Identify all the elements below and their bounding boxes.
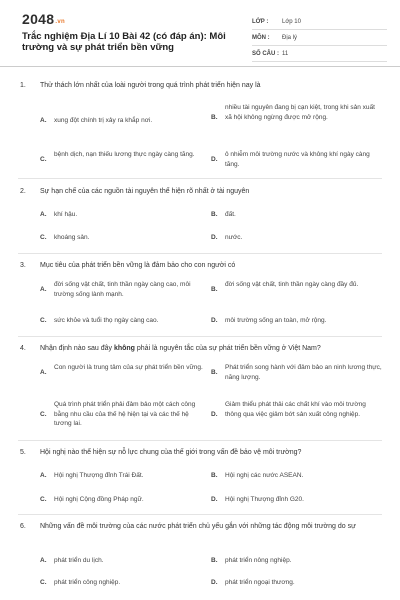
question-6-option-d[interactable]: D. phát triển ngoại thương. xyxy=(211,579,295,586)
question-5-option-a[interactable]: A. Hội nghị Thượng đỉnh Trái Đất. xyxy=(40,472,144,479)
meta-class xyxy=(252,14,387,30)
question-4-stem: 4. Nhận định nào sau đây không phải là nguyên tắc của sự phát triển bền vững ở Việt Nam? xyxy=(20,345,321,352)
meta-count xyxy=(252,46,387,62)
question-3-option-b[interactable]: B. đời sống vật chất, tinh thần ngày càng đầy đủ. xyxy=(211,281,359,293)
meta-key: SỐ CÂU : xyxy=(252,50,279,57)
logo-suffix: .vn xyxy=(55,19,65,25)
emphasis-word: không xyxy=(113,345,135,352)
question-3-stem: 3. Mục tiêu của phát triển bền vững là đảm bảo cho con người có xyxy=(20,262,236,269)
question-6-option-b[interactable]: B. phát triển nông nghiệp. xyxy=(211,557,292,564)
meta-key: LỚP : xyxy=(252,18,269,25)
header-divider xyxy=(0,66,400,67)
question-2-option-a[interactable]: A. khí hậu. xyxy=(40,211,78,218)
question-4-option-d[interactable]: D. Giảm thiểu phát thải các chất khí vào môi trường thông qua việc giảm bớt sản xuất công nghiệp. xyxy=(211,401,366,418)
question-1-option-b[interactable]: B. nhiều tài nguyên đang bị cạn kiệt, trong khi sản xuất xã hội không ngừng được mở rộng. xyxy=(211,104,375,121)
question-5-stem: 5. Hội nghị nào thể hiện sự nỗ lực chung của thế giới trong vấn đề bảo vệ môi trường? xyxy=(20,449,302,456)
meta-value: 11 xyxy=(282,50,289,57)
question-5-option-d[interactable]: D. Hội nghị Thượng đỉnh G20. xyxy=(211,496,304,503)
question-divider xyxy=(18,440,382,441)
meta-key: MÔN : xyxy=(252,34,270,41)
question-2-option-c[interactable]: C. khoáng sản. xyxy=(40,234,90,241)
meta-value: Lớp 10 xyxy=(282,18,301,25)
question-divider xyxy=(18,514,382,515)
question-3-option-c[interactable]: C. sức khỏe và tuổi thọ ngày càng cao. xyxy=(40,317,159,324)
question-5-option-b[interactable]: B. Hội nghị các nước ASEAN. xyxy=(211,472,304,479)
question-1-option-d[interactable]: D. ô nhiễm môi trường nước và không khí ngày càng tăng. xyxy=(211,151,370,168)
question-4-option-a[interactable]: A. Con người là trung tâm của sự phát triển bền vững. xyxy=(40,364,203,376)
question-divider xyxy=(18,336,382,337)
question-6-stem: 6. Những vấn đề môi trường của các nước phát triển chủ yếu gắn với những tác động môi trường do sự xyxy=(20,523,356,530)
question-1-option-c[interactable]: C. bệnh dịch, nạn thiếu lương thực ngày càng tăng. xyxy=(40,151,195,163)
question-4-option-b[interactable]: B. Phát triển song hành với đảm bảo an ninh lương thực, năng lượng. xyxy=(211,364,382,381)
question-2-option-b[interactable]: B. đất. xyxy=(211,211,236,218)
question-divider xyxy=(18,178,382,179)
question-divider xyxy=(18,253,382,254)
site-logo[interactable] xyxy=(22,11,65,27)
page-title: Trắc nghiệm Địa Lí 10 Bài 42 (có đáp án): Môi trường và sự phát triển bền vững xyxy=(22,31,226,53)
meta-subject xyxy=(252,30,387,46)
question-2-option-d[interactable]: D. nước. xyxy=(211,234,243,241)
question-3-option-d[interactable]: D. môi trường sống an toàn, mở rộng. xyxy=(211,317,327,324)
logo-text: 2048 xyxy=(22,11,55,27)
question-4-option-c[interactable]: C. Quá trình phát triển phải đảm bảo một cách công bằng nhu cầu của thế hệ hiện tại và các thế hệ tương lai. xyxy=(40,401,196,427)
header xyxy=(0,0,400,66)
question-1-option-a[interactable]: A. xung đột chính trị xảy ra khắp nơi. xyxy=(40,117,153,124)
question-6-option-c[interactable]: C. phát triển công nghiệp. xyxy=(40,579,121,586)
quiz-meta xyxy=(252,14,387,62)
question-2-stem: 2. Sự hạn chế của các nguồn tài nguyên thể hiện rõ nhất ở tài nguyên xyxy=(20,188,250,195)
question-6-option-a[interactable]: A. phát triển du lịch. xyxy=(40,557,104,564)
meta-value: Địa lý xyxy=(282,34,298,41)
question-5-option-c[interactable]: C. Hội nghị Cộng đồng Pháp ngữ. xyxy=(40,496,144,503)
question-3-option-a[interactable]: A. đời sống vật chất, tinh thần ngày càng cao, môi trường sống lành mạnh. xyxy=(40,281,191,298)
question-1-stem: 1. Thử thách lớn nhất của loài người trong quá trình phát triển hiện nay là xyxy=(20,82,261,89)
